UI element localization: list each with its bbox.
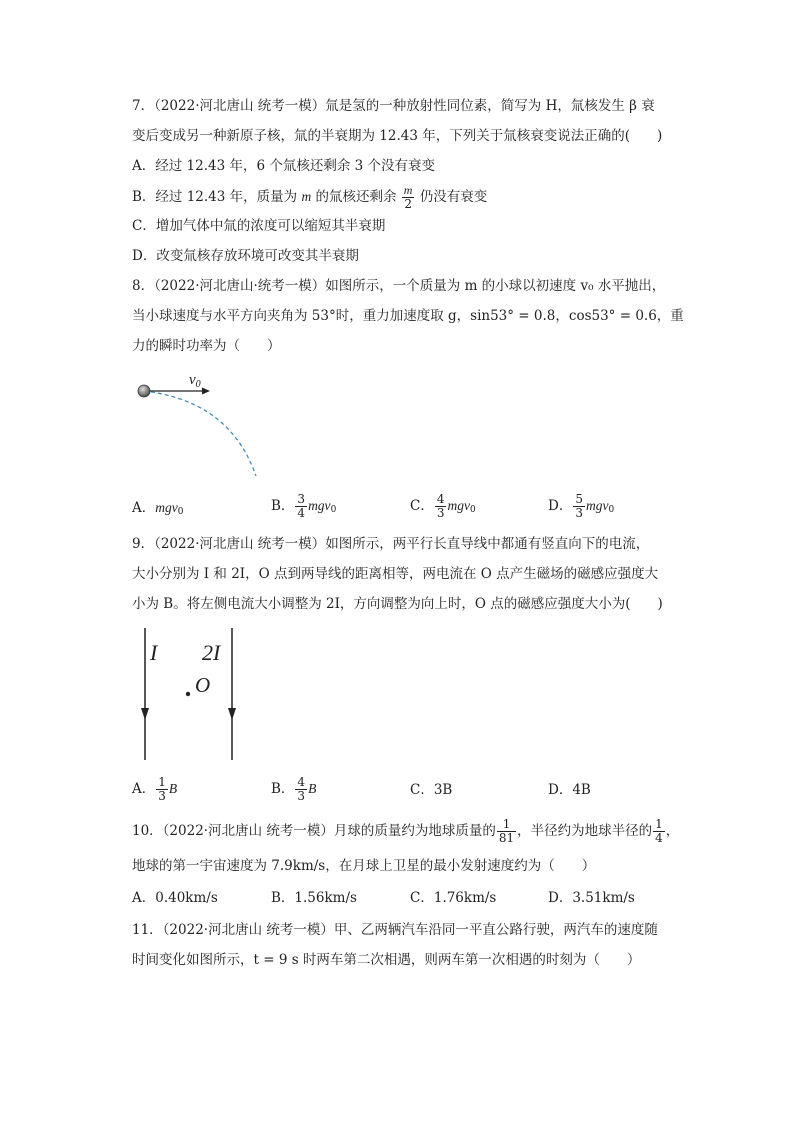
q7-fraction: $\frac{m}{2}$: [403, 183, 413, 211]
q10-stem-line2: 地球的第一宇宙速度为 7.9km/s，在月球上卫星的最小发射速度约为（ ）: [132, 858, 596, 874]
q9-stem-line1: 9．（2022·河北唐山 统考一模）如图所示，两平行长直导线中都通有竖直向下的电流，: [132, 536, 650, 552]
q8-option-b: B． $\frac{3}{4}$ mgv$_0$: [271, 492, 337, 520]
q11-stem-line2: 时间变化如图所示，t = 9 s 时两车第二次相遇，则两车第一次相遇的时刻为（ ）: [132, 952, 641, 968]
q8-stem-line1: 8．（2022·河北唐山·统考一模）如图所示，一个质量为 m 的小球以初速度 v₀ 水平抛出，: [132, 278, 666, 294]
q10-option-c: C．1.76km/s: [410, 890, 497, 906]
q10-stem-line1: 10．（2022·河北唐山 统考一模）月球的质量约为地球质量的 $\frac{1}{81}$ ，半径约为地球半径的 $\frac{1}{4}$ ，: [132, 817, 680, 845]
q7-stem-line1: 7．（2022·河北唐山 统考一模）氚是氢的一种放射性同位素，简写为 H，氚核发生 β 衰: [132, 98, 655, 114]
q9-option-c: C．3B: [410, 782, 453, 798]
label-o: O: [195, 673, 211, 697]
q8-option-a: A．mgv$_0$: [132, 500, 184, 517]
q8-stem-line3: 力的瞬时功率为（ ）: [132, 338, 281, 354]
q8-projectile-figure: [130, 366, 270, 480]
q10-option-a: A．0.40km/s: [132, 890, 218, 906]
q9-wire-figure: [130, 626, 250, 764]
q11-stem-line1: 11．（2022·河北唐山 统考一模）甲、乙两辆汽车沿同一平直公路行驶，两汽车的速度随: [132, 922, 658, 938]
q9-option-a: A． $\frac{1}{3}$ B: [132, 775, 178, 803]
q8-option-d: D． $\frac{5}{3}$ mgv$_0$: [548, 492, 615, 520]
velocity-label: $v_0$: [189, 372, 201, 390]
trajectory-curve: [144, 391, 256, 476]
q7-stem-line2: 变后变成另一种新原子核，氚的半衰期为 12.43 年，下列关于氚核衰变说法正确的( ): [132, 128, 663, 144]
q7-option-b: B．经过 12.43 年，质量为 m 的氚核还剩余 $\frac{m}{2}$ 仍没有衰变: [132, 183, 488, 211]
q8-option-c: C． $\frac{4}{3}$ mgv$_0$: [410, 492, 476, 520]
label-i: I: [150, 640, 158, 665]
ball-icon: [138, 385, 150, 397]
left-arrow-icon: [141, 708, 149, 720]
q10-option-d: D．3.51km/s: [548, 890, 635, 906]
q9-stem-line3: 小为 B。将左侧电流大小调整为 2I，方向调整为向上时，O 点的磁感应强度大小为( ): [132, 596, 663, 612]
q7-option-a: A．经过 12.43 年，6 个氚核还剩余 3 个没有衰变: [132, 158, 436, 174]
q9-option-d: D．4B: [548, 782, 591, 798]
right-arrow-icon: [228, 708, 236, 720]
point-o-dot: [186, 692, 190, 696]
q7-option-d: D．改变氚核存放环境可改变其半衰期: [132, 248, 359, 264]
label-2i: 2I: [202, 640, 221, 665]
q9-stem-line2: 大小分别为 I 和 2I，O 点到两导线的距离相等，两电流在 O 点产生磁场的磁感应强度大: [132, 566, 659, 582]
q8-stem-line2: 当小球速度与水平方向夹角为 53°时，重力加速度取 g，sin53° = 0.8，cos53° = 0.6，重: [132, 308, 684, 324]
q7-option-c: C．增加气体中氚的浓度可以缩短其半衰期: [132, 218, 386, 234]
arrow-head-icon: [202, 388, 210, 395]
q10-option-b: B．1.56km/s: [271, 890, 357, 906]
q9-option-b: B． $\frac{4}{3}$ B: [271, 775, 317, 803]
